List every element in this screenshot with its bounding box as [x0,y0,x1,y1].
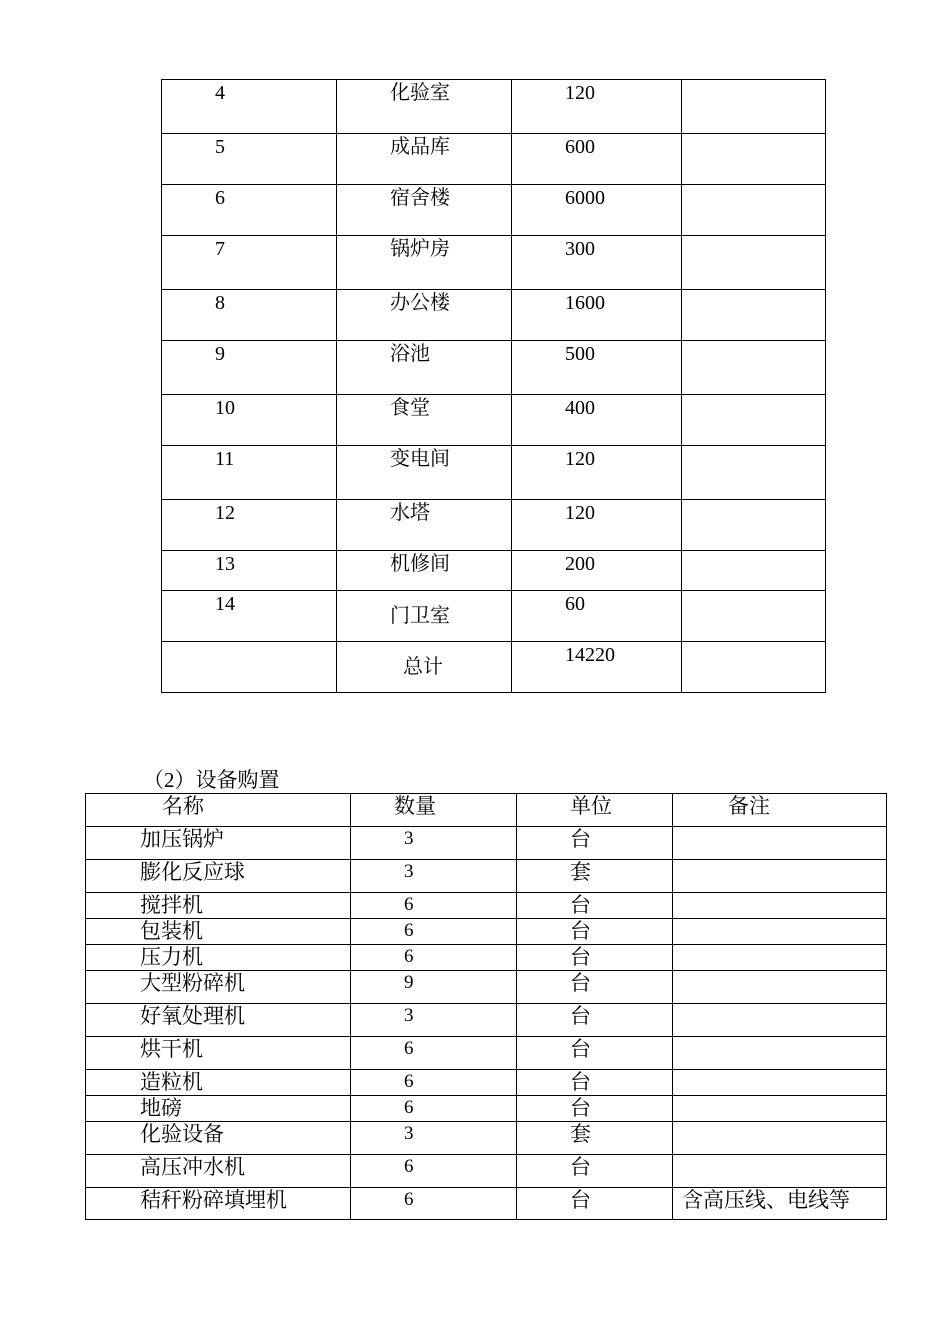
equipment-cell-name: 膨化反应球 [86,860,351,893]
building-row [162,290,826,341]
equipment-cell-name: 造粒机 [86,1070,351,1096]
equipment-cell-unit: 台 [517,1070,673,1096]
equipment-cell-note [673,971,887,1004]
building-cell-area: 200 [512,551,682,591]
building-row [162,236,826,290]
equipment-cell-note [673,1004,887,1037]
building-cell-area: 500 [512,341,682,395]
equipment-cell-name: 大型粉碎机 [86,971,351,1004]
building-cell-area: 6000 [512,185,682,236]
building-cell-no: 7 [162,236,337,290]
building-cell-no: 6 [162,185,337,236]
equipment-row [86,1096,887,1122]
building-cell-name: 门卫室 [337,591,512,642]
equipment-cell-name: 加压锅炉 [86,827,351,860]
equipment-cell-qty: 3 [351,1004,517,1037]
equipment-cell-unit: 台 [517,1096,673,1122]
equipment-cell-note: 含高压线、电线等 [673,1188,887,1220]
equipment-cell-note [673,1155,887,1188]
equipment-cell-name: 化验设备 [86,1122,351,1155]
equipment-cell-qty: 6 [351,919,517,945]
equipment-cell-qty: 3 [351,827,517,860]
building-cell-name: 宿舍楼 [337,185,512,236]
header-unit: 单位 [517,794,673,827]
equipment-cell-qty: 6 [351,1037,517,1070]
building-cell-note [682,80,826,134]
building-total-row [162,642,826,693]
equipment-row [86,1188,887,1220]
building-cell-area: 60 [512,591,682,642]
building-total-cell-area: 14220 [512,642,682,693]
building-cell-no: 8 [162,290,337,341]
building-cell-area: 120 [512,500,682,551]
building-cell-note [682,446,826,500]
equipment-row [86,827,887,860]
equipment-cell-qty: 3 [351,860,517,893]
equipment-cell-unit: 台 [517,893,673,919]
equipment-cell-qty: 6 [351,893,517,919]
equipment-row [86,1070,887,1096]
header-qty: 数量 [351,794,517,827]
building-cell-name: 办公楼 [337,290,512,341]
building-cell-note [682,551,826,591]
building-cell-no: 14 [162,591,337,642]
equipment-row [86,1004,887,1037]
equipment-cell-name: 搅拌机 [86,893,351,919]
equipment-cell-unit: 套 [517,1122,673,1155]
equipment-cell-unit: 台 [517,945,673,971]
equipment-cell-note [673,1122,887,1155]
building-cell-name: 浴池 [337,341,512,395]
equipment-cell-unit: 台 [517,827,673,860]
equipment-cell-note [673,860,887,893]
building-cell-name: 水塔 [337,500,512,551]
equipment-cell-qty: 9 [351,971,517,1004]
equipment-cell-note [673,919,887,945]
equipment-cell-qty: 6 [351,1188,517,1220]
equipment-cell-qty: 3 [351,1122,517,1155]
building-row [162,446,826,500]
header-note: 备注 [673,794,887,827]
equipment-cell-name: 高压冲水机 [86,1155,351,1188]
building-cell-note [682,236,826,290]
equipment-cell-name: 压力机 [86,945,351,971]
building-cell-name: 成品库 [337,134,512,185]
building-cell-area: 400 [512,395,682,446]
building-total-cell-label: 总计 [337,642,512,693]
building-cell-area: 300 [512,236,682,290]
equipment-cell-note [673,1096,887,1122]
equipment-cell-unit: 台 [517,919,673,945]
building-cell-note [682,185,826,236]
equipment-purchase-table [85,793,887,1220]
building-cell-area: 120 [512,80,682,134]
equipment-cell-name: 烘干机 [86,1037,351,1070]
equipment-cell-note [673,1070,887,1096]
equipment-row [86,1155,887,1188]
equipment-cell-note [673,893,887,919]
equipment-cell-qty: 6 [351,1096,517,1122]
building-cell-note [682,500,826,551]
building-row [162,134,826,185]
building-row [162,185,826,236]
equipment-cell-unit: 台 [517,1188,673,1220]
building-cell-no: 5 [162,134,337,185]
equipment-row [86,945,887,971]
building-cell-note [682,591,826,642]
building-cell-name: 化验室 [337,80,512,134]
equipment-cell-qty: 6 [351,1070,517,1096]
building-row [162,551,826,591]
building-row [162,500,826,551]
building-cell-note [682,341,826,395]
equipment-cell-note [673,945,887,971]
equipment-cell-unit: 台 [517,1004,673,1037]
building-cell-no: 11 [162,446,337,500]
building-cell-no: 13 [162,551,337,591]
building-cell-name: 变电间 [337,446,512,500]
equipment-header-row [86,794,887,827]
equipment-cell-name: 秸秆粉碎填埋机 [86,1188,351,1220]
building-cell-note [682,290,826,341]
building-row [162,591,826,642]
equipment-cell-unit: 台 [517,1037,673,1070]
equipment-cell-note [673,1037,887,1070]
building-cell-name: 食堂 [337,395,512,446]
building-cell-no: 12 [162,500,337,551]
header-name: 名称 [86,794,351,827]
building-cell-no: 4 [162,80,337,134]
equipment-row [86,971,887,1004]
equipment-row [86,1122,887,1155]
equipment-cell-note [673,827,887,860]
equipment-row [86,893,887,919]
equipment-cell-name: 好氧处理机 [86,1004,351,1037]
building-row [162,395,826,446]
equipment-row [86,860,887,893]
building-row [162,80,826,134]
equipment-cell-qty: 6 [351,1155,517,1188]
equipment-row [86,1037,887,1070]
equipment-cell-name: 包装机 [86,919,351,945]
building-cell-no: 10 [162,395,337,446]
building-total-cell-blank0 [162,642,337,693]
building-area-table [161,79,826,693]
building-total-cell-blank3 [682,642,826,693]
equipment-cell-unit: 套 [517,860,673,893]
equipment-cell-unit: 台 [517,971,673,1004]
building-cell-note [682,134,826,185]
building-row [162,341,826,395]
building-cell-area: 600 [512,134,682,185]
equipment-cell-unit: 台 [517,1155,673,1188]
equipment-cell-qty: 6 [351,945,517,971]
building-cell-note [682,395,826,446]
equipment-row [86,919,887,945]
building-cell-name: 机修间 [337,551,512,591]
building-cell-area: 120 [512,446,682,500]
building-cell-name: 锅炉房 [337,236,512,290]
building-cell-no: 9 [162,341,337,395]
section-heading-equipment: （2）设备购置 [143,768,280,792]
building-cell-area: 1600 [512,290,682,341]
equipment-cell-name: 地磅 [86,1096,351,1122]
